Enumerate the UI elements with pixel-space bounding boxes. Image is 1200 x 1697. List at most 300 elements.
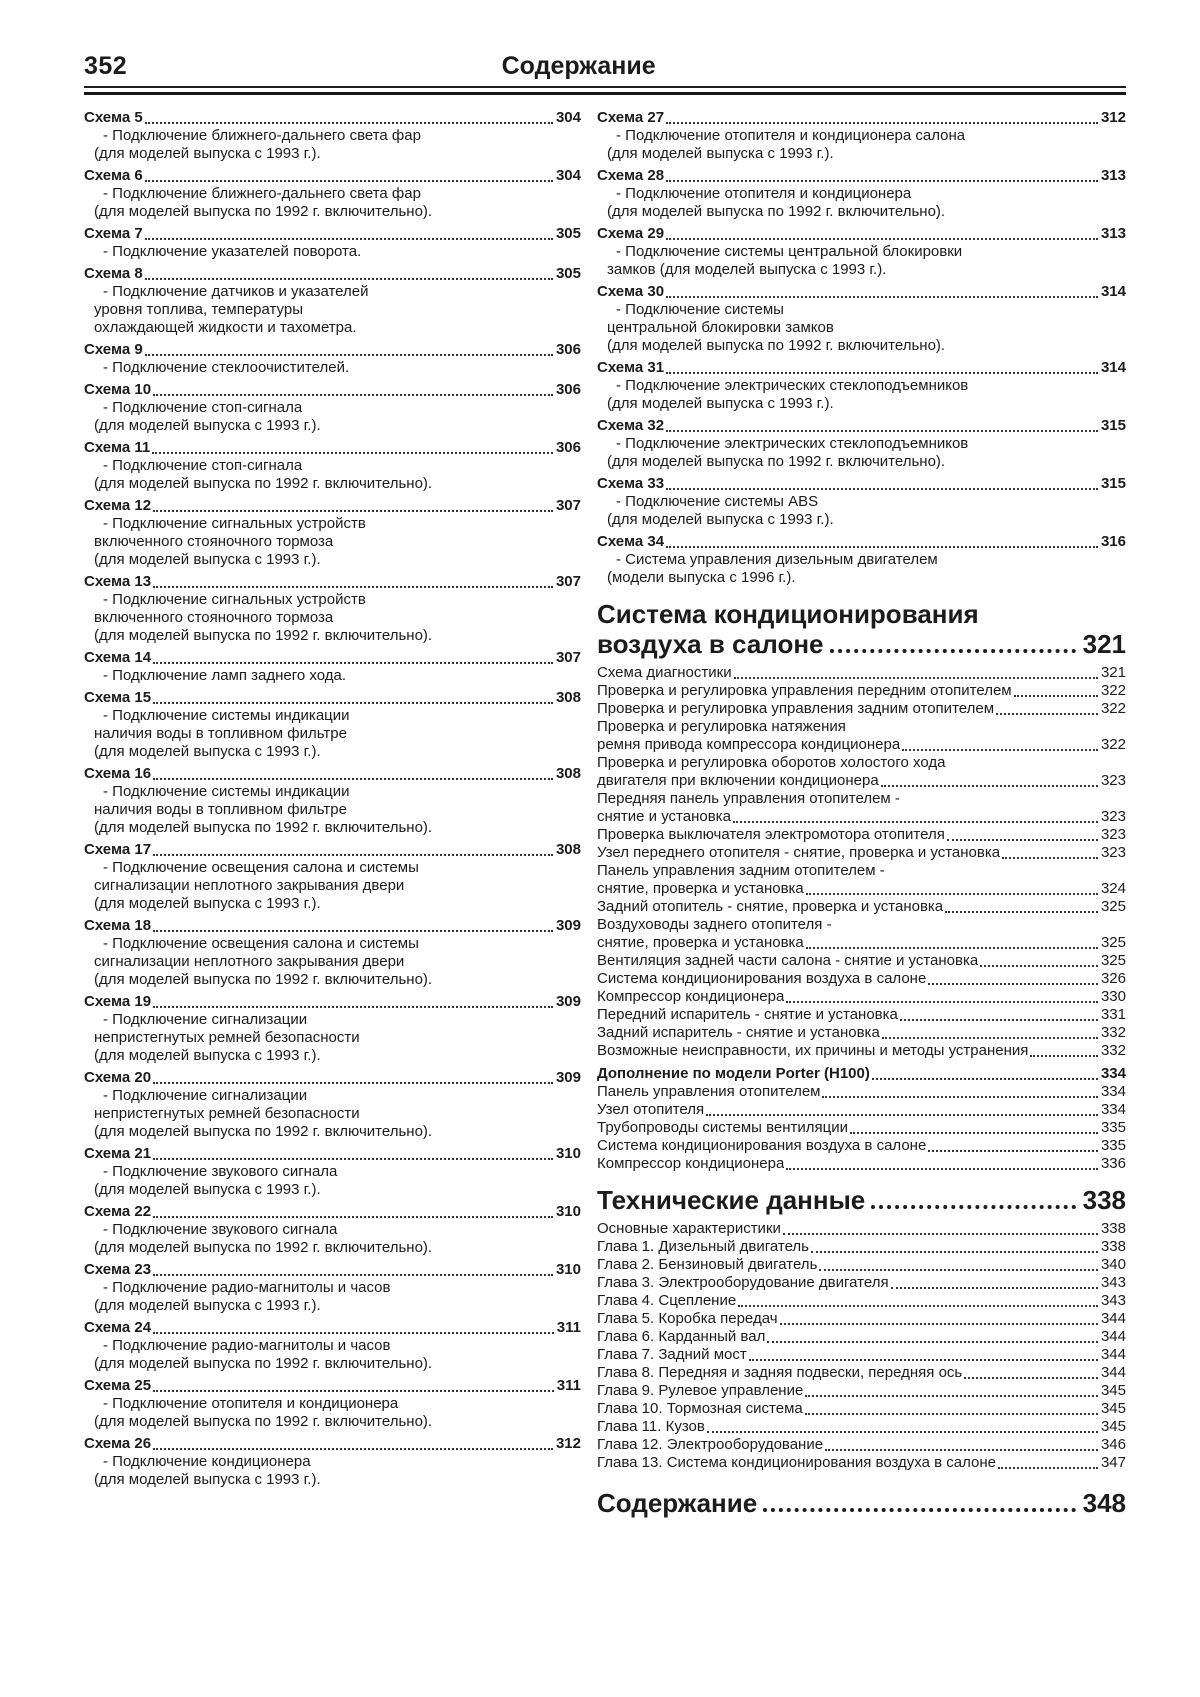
entry-page-number: 310 — [555, 1261, 581, 1278]
entry-page-number: 305 — [555, 225, 581, 242]
entry-text: Схема 13 — [84, 573, 152, 590]
toc-scheme-entry — [84, 439, 581, 493]
item-row — [597, 664, 1126, 682]
toc-item — [597, 1137, 1126, 1155]
entry-text: Схема 6 — [84, 167, 143, 184]
scheme-description-line: (для моделей выпуска по 1992 г. включительно). — [94, 971, 433, 988]
toc-scheme-entry — [84, 993, 581, 1065]
dot-leader — [153, 778, 553, 780]
toc-scheme-entry — [84, 381, 581, 435]
dot-leader — [882, 1037, 1098, 1039]
entry-page-number: 334 — [1100, 1083, 1126, 1100]
toc-item — [597, 754, 1126, 790]
dot-leader — [153, 510, 553, 512]
toc-item — [597, 898, 1126, 916]
entry-text: Схема 23 — [84, 1261, 152, 1278]
page-title: Содержание — [501, 52, 656, 80]
entry-page-number: 309 — [555, 917, 581, 934]
item-row — [597, 1292, 1126, 1310]
toc-item — [597, 718, 1126, 754]
toc-scheme-entry — [84, 573, 581, 645]
item-row — [597, 1274, 1126, 1292]
item-row — [597, 1137, 1126, 1155]
scheme-description-line: - Подключение стоп-сигнала — [103, 457, 303, 474]
toc-scheme-entry — [84, 265, 581, 337]
toc-scheme-entry — [84, 841, 581, 913]
item-row — [597, 682, 1126, 700]
scheme-description-line: - Подключение отопителя и кондиционера — [103, 1395, 399, 1412]
scheme-description-line: (для моделей выпуска по 1992 г. включительно). — [94, 819, 433, 836]
dot-leader — [145, 180, 553, 182]
item-row — [597, 826, 1126, 844]
dot-leader — [153, 854, 553, 856]
toc-scheme-entry — [84, 1145, 581, 1199]
toc-item — [597, 1042, 1126, 1060]
toc-item — [597, 1083, 1126, 1101]
scheme-title-row — [84, 649, 581, 667]
dot-leader — [145, 122, 553, 124]
entry-page-number: 321 — [1100, 664, 1126, 681]
toc-left-column — [84, 109, 581, 1523]
entry-page-number: 306 — [555, 439, 581, 456]
entry-page-number: 348 — [1082, 1488, 1126, 1518]
section-header — [597, 1488, 1126, 1518]
scheme-title-row — [84, 497, 581, 515]
entry-text: Схема 22 — [84, 1203, 152, 1220]
dot-leader — [1030, 1055, 1098, 1057]
entry-page-number: 309 — [555, 1069, 581, 1086]
entry-text: Глава 1. Дизельный двигатель — [597, 1238, 809, 1255]
scheme-description-line: - Подключение отопителя и кондиционера — [616, 185, 912, 202]
scheme-description-line: - Подключение системы индикации — [103, 783, 350, 800]
entry-text: Схема 26 — [84, 1435, 152, 1452]
entry-text: Схема 5 — [84, 109, 143, 126]
entry-text: Схема 30 — [597, 283, 665, 300]
dot-leader — [850, 1132, 1098, 1134]
entry-page-number: 335 — [1100, 1119, 1126, 1136]
scheme-title-row — [84, 841, 581, 859]
toc-item — [597, 988, 1126, 1006]
item-row — [597, 1238, 1126, 1256]
toc-item — [597, 1292, 1126, 1310]
item-row — [597, 844, 1126, 862]
entry-page-number: 312 — [1100, 109, 1126, 126]
scheme-description-line: - Подключение электрических стеклоподъемников — [616, 435, 969, 452]
toc-scheme-entry — [84, 1319, 581, 1373]
entry-text: Схема 12 — [84, 497, 152, 514]
toc-item — [597, 1418, 1126, 1436]
scheme-description-line: - Подключение системы — [616, 301, 784, 318]
toc-item — [597, 1006, 1126, 1024]
item-row — [597, 1364, 1126, 1382]
entry-page-number: 312 — [555, 1435, 581, 1452]
dot-leader — [666, 372, 1098, 374]
entry-page-number: 314 — [1100, 359, 1126, 376]
entry-text: снятие, проверка и установка — [597, 880, 804, 897]
entry-text: Схема 31 — [597, 359, 665, 376]
toc-scheme-entry — [84, 497, 581, 569]
toc-item — [597, 1155, 1126, 1173]
entry-page-number: 345 — [1100, 1418, 1126, 1435]
page-header — [84, 52, 1126, 81]
item-row — [597, 1346, 1126, 1364]
scheme-description-line: (для моделей выпуска с 1993 г.). — [94, 1471, 321, 1488]
scheme-title-row — [84, 993, 581, 1011]
item-row — [597, 1454, 1126, 1472]
scheme-title-row — [597, 225, 1126, 243]
scheme-description-line: - Система управления дизельным двигателем — [616, 551, 938, 568]
dot-leader — [811, 1251, 1098, 1253]
entry-text: Возможные неисправности, их причины и методы устранения — [597, 1042, 1029, 1059]
scheme-description-line: (для моделей выпуска по 1992 г. включительно). — [94, 203, 433, 220]
dot-leader — [902, 749, 1098, 751]
entry-text: Схема 14 — [84, 649, 152, 666]
entry-text: воздуха в салоне — [597, 629, 824, 659]
toc-item — [597, 1364, 1126, 1382]
toc-item — [597, 1101, 1126, 1119]
item-row — [597, 1220, 1126, 1238]
toc-scheme-entry — [597, 475, 1126, 529]
entry-text: Глава 3. Электрооборудование двигателя — [597, 1274, 889, 1291]
scheme-title-row — [84, 573, 581, 591]
dot-leader — [1014, 695, 1098, 697]
scheme-title-row — [84, 225, 581, 243]
dot-leader — [153, 1158, 553, 1160]
toc-scheme-entry — [84, 225, 581, 261]
entry-page-number: 325 — [1100, 898, 1126, 915]
dot-leader — [964, 1377, 1098, 1379]
scheme-description-line: - Подключение системы индикации — [103, 707, 350, 724]
dot-leader — [830, 649, 1076, 653]
entry-page-number: 315 — [1100, 417, 1126, 434]
entry-page-number: 307 — [555, 649, 581, 666]
entry-text: Схема 32 — [597, 417, 665, 434]
dot-leader — [153, 1216, 553, 1218]
entry-page-number: 307 — [555, 497, 581, 514]
entry-text: Схема 10 — [84, 381, 152, 398]
item-row — [597, 898, 1126, 916]
dot-leader — [733, 821, 1098, 823]
entry-text: Дополнение по модели Porter (H100) — [597, 1065, 870, 1082]
scheme-title-row — [84, 917, 581, 935]
scheme-description-line: уровня топлива, температуры — [94, 301, 304, 318]
item-row — [597, 1400, 1126, 1418]
entry-text: Глава 7. Задний мост — [597, 1346, 747, 1363]
entry-page-number: 346 — [1100, 1436, 1126, 1453]
entry-page-number: 321 — [1082, 629, 1126, 659]
dot-leader — [819, 1269, 1098, 1271]
toc-scheme-entry — [84, 1261, 581, 1315]
scheme-description-line: (для моделей выпуска с 1993 г.). — [607, 395, 834, 412]
toc-item — [597, 952, 1126, 970]
item-row — [597, 1083, 1126, 1101]
entry-page-number: 344 — [1100, 1346, 1126, 1363]
scheme-description-line: (для моделей выпуска с 1993 г.). — [94, 1297, 321, 1314]
entry-page-number: 334 — [1100, 1065, 1126, 1082]
scheme-description-line: сигнализации неплотного закрывания двери — [94, 877, 405, 894]
dot-leader — [666, 180, 1098, 182]
toc-item — [597, 1436, 1126, 1454]
entry-page-number: 306 — [555, 341, 581, 358]
dot-leader — [666, 122, 1098, 124]
scheme-description-line: - Подключение стеклоочистителей. — [103, 359, 350, 376]
scheme-description-line: - Подключение звукового сигнала — [103, 1221, 338, 1238]
entry-page-number: 335 — [1100, 1137, 1126, 1154]
entry-text: Схема 7 — [84, 225, 143, 242]
entry-page-number: 308 — [555, 689, 581, 706]
entry-text: Панель управления отопителем — [597, 1083, 821, 1100]
item-row — [597, 880, 1126, 898]
toc-item — [597, 1119, 1126, 1137]
toc-item — [597, 1454, 1126, 1472]
entry-text: Узел переднего отопителя - снятие, проверка и установка — [597, 844, 1001, 861]
scheme-description-line: замков (для моделей выпуска с 1993 г.). — [607, 261, 887, 278]
entry-page-number: 325 — [1100, 934, 1126, 951]
scheme-title-row — [84, 1377, 581, 1395]
scheme-description-line: сигнализации неплотного закрывания двери — [94, 953, 405, 970]
dot-leader — [145, 278, 553, 280]
toc-item — [597, 862, 1126, 898]
entry-text: Технические данные — [597, 1185, 866, 1215]
dot-leader — [153, 662, 553, 664]
dot-leader — [947, 839, 1098, 841]
entry-page-number: 332 — [1100, 1042, 1126, 1059]
entry-text: Схема 21 — [84, 1145, 152, 1162]
entry-text: Глава 6. Карданный вал — [597, 1328, 766, 1345]
item-row — [597, 1328, 1126, 1346]
scheme-description-line: (для моделей выпуска с 1993 г.). — [94, 743, 321, 760]
dot-leader — [153, 394, 553, 396]
dot-leader — [763, 1508, 1075, 1512]
toc-item — [597, 1065, 1126, 1083]
entry-page-number: 344 — [1100, 1328, 1126, 1345]
item-row — [597, 1065, 1126, 1083]
entry-page-number: 324 — [1100, 880, 1126, 897]
dot-leader — [780, 1323, 1098, 1325]
toc-item — [597, 1220, 1126, 1238]
entry-text: Схема 9 — [84, 341, 143, 358]
scheme-title-row — [84, 1145, 581, 1163]
section-header-row — [597, 629, 1126, 659]
toc-scheme-entry — [597, 533, 1126, 587]
toc-item — [597, 970, 1126, 988]
entry-page-number: 308 — [555, 841, 581, 858]
item-wrap-line: Панель управления задним отопителем - — [597, 862, 885, 879]
section-header-row — [597, 1488, 1126, 1518]
toc-scheme-entry — [84, 167, 581, 221]
scheme-description-line: - Подключение радио-магнитолы и часов — [103, 1279, 391, 1296]
entry-page-number: 344 — [1100, 1310, 1126, 1327]
toc-scheme-entry — [597, 283, 1126, 355]
entry-text: снятие, проверка и установка — [597, 934, 804, 951]
scheme-description-line: - Подключение освещения салона и системы — [103, 859, 419, 876]
entry-page-number: 316 — [1100, 533, 1126, 550]
dot-leader — [153, 586, 553, 588]
scheme-description-line: (для моделей выпуска по 1992 г. включительно). — [607, 337, 946, 354]
section-header-row — [597, 1185, 1126, 1215]
entry-text: Вентиляция задней части салона - снятие и установка — [597, 952, 979, 969]
dot-leader — [980, 965, 1098, 967]
entry-page-number: 344 — [1100, 1364, 1126, 1381]
entry-text: Задний испаритель - снятие и установка — [597, 1024, 880, 1041]
entry-page-number: 338 — [1100, 1238, 1126, 1255]
toc-item — [597, 700, 1126, 718]
scheme-description-line: (модели выпуска с 1996 г.). — [607, 569, 796, 586]
dot-leader — [996, 713, 1098, 715]
entry-text: Компрессор кондиционера — [597, 988, 785, 1005]
scheme-title-row — [84, 265, 581, 283]
entry-text: Схема 25 — [84, 1377, 152, 1394]
toc-item — [597, 1328, 1126, 1346]
entry-text: Схема 33 — [597, 475, 665, 492]
toc-item — [597, 826, 1126, 844]
dot-leader — [153, 1390, 554, 1392]
scheme-description-line: (для моделей выпуска с 1993 г.). — [94, 895, 321, 912]
toc-scheme-entry — [597, 417, 1126, 471]
entry-text: Компрессор кондиционера — [597, 1155, 785, 1172]
dot-leader — [1002, 857, 1098, 859]
entry-page-number: 323 — [1100, 772, 1126, 789]
entry-page-number: 343 — [1100, 1292, 1126, 1309]
toc-item — [597, 1256, 1126, 1274]
item-row — [597, 952, 1126, 970]
header-rule — [84, 86, 1126, 95]
entry-text: Трубопроводы системы вентиляции — [597, 1119, 849, 1136]
entry-text: Глава 2. Бензиновый двигатель — [597, 1256, 818, 1273]
entry-page-number: 338 — [1082, 1185, 1126, 1215]
entry-page-number: 323 — [1100, 826, 1126, 843]
entry-text: Схема 8 — [84, 265, 143, 282]
entry-page-number: 326 — [1100, 970, 1126, 987]
scheme-title-row — [84, 1203, 581, 1221]
scheme-description-line: - Подключение стоп-сигнала — [103, 399, 303, 416]
scheme-title-row — [84, 689, 581, 707]
toc-item — [597, 1238, 1126, 1256]
scheme-description-line: (для моделей выпуска с 1993 г.). — [94, 145, 321, 162]
entry-page-number: 347 — [1100, 1454, 1126, 1471]
entry-text: Схема 29 — [597, 225, 665, 242]
scheme-description-line: - Подключение ближнего-дальнего света фар — [103, 127, 421, 144]
entry-page-number: 340 — [1100, 1256, 1126, 1273]
entry-page-number: 307 — [555, 573, 581, 590]
dot-leader — [786, 1168, 1098, 1170]
toc-item — [597, 1400, 1126, 1418]
entry-page-number: 322 — [1100, 736, 1126, 753]
item-row — [597, 700, 1126, 718]
item-row — [597, 1024, 1126, 1042]
toc-item — [597, 790, 1126, 826]
page-number: 352 — [84, 52, 128, 80]
toc-item — [597, 844, 1126, 862]
toc-item — [597, 1310, 1126, 1328]
scheme-description-line: (для моделей выпуска по 1992 г. включительно). — [94, 1355, 433, 1372]
dot-leader — [153, 930, 553, 932]
toc-item — [597, 1274, 1126, 1292]
scheme-description-line: (для моделей выпуска с 1993 г.). — [607, 145, 834, 162]
entry-text: Схема 19 — [84, 993, 152, 1010]
dot-leader — [734, 677, 1098, 679]
entry-text: Глава 8. Передняя и задняя подвески, передняя ось — [597, 1364, 963, 1381]
entry-text: Глава 5. Коробка передач — [597, 1310, 778, 1327]
toc-scheme-entry — [597, 359, 1126, 413]
toc-scheme-entry — [597, 109, 1126, 163]
toc-scheme-entry — [84, 109, 581, 163]
scheme-description-line: (для моделей выпуска с 1993 г.). — [94, 551, 321, 568]
toc-scheme-entry — [84, 1069, 581, 1141]
entry-page-number: 343 — [1100, 1274, 1126, 1291]
entry-text: Узел отопителя — [597, 1101, 705, 1118]
dot-leader — [706, 1114, 1098, 1116]
entry-page-number: 313 — [1100, 167, 1126, 184]
dot-leader — [805, 1413, 1098, 1415]
toc-scheme-entry — [84, 1435, 581, 1489]
dot-leader — [152, 452, 553, 454]
dot-leader — [153, 1006, 553, 1008]
dot-leader — [666, 488, 1098, 490]
scheme-title-row — [597, 359, 1126, 377]
entry-text: Схема 15 — [84, 689, 152, 706]
dot-leader — [666, 546, 1098, 548]
scheme-description-line: - Подключение системы ABS — [616, 493, 819, 510]
scheme-title-row — [597, 167, 1126, 185]
entry-text: Схема 28 — [597, 167, 665, 184]
item-row — [597, 1310, 1126, 1328]
toc-item — [597, 1382, 1126, 1400]
scheme-description-line: наличия воды в топливном фильтре — [94, 801, 347, 818]
scheme-title-row — [84, 765, 581, 783]
entry-text: Система кондиционирования воздуха в салоне — [597, 1137, 927, 1154]
entry-page-number: 309 — [555, 993, 581, 1010]
entry-text: Схема 27 — [597, 109, 665, 126]
dot-leader — [825, 1449, 1098, 1451]
scheme-title-row — [84, 1319, 581, 1337]
toc-item — [597, 682, 1126, 700]
entry-text: Глава 13. Система кондиционирования воздуха в салоне — [597, 1454, 997, 1471]
scheme-title-row — [84, 1069, 581, 1087]
scheme-description-line: включенного стояночного тормоза — [94, 609, 334, 626]
scheme-description-line: - Подключение сигнальных устройств — [103, 591, 366, 608]
toc-scheme-entry — [84, 917, 581, 989]
scheme-description-line: (для моделей выпуска по 1992 г. включительно). — [94, 1123, 433, 1140]
toc-scheme-entry — [84, 1377, 581, 1431]
entry-page-number: 345 — [1100, 1400, 1126, 1417]
entry-text: Схема 18 — [84, 917, 152, 934]
dot-leader — [928, 983, 1098, 985]
entry-page-number: 315 — [1100, 475, 1126, 492]
item-row — [597, 1042, 1126, 1060]
dot-leader — [783, 1233, 1098, 1235]
entry-page-number: 322 — [1100, 700, 1126, 717]
entry-text: Передний испаритель - снятие и установка — [597, 1006, 898, 1023]
dot-leader — [666, 238, 1098, 240]
item-row — [597, 1436, 1126, 1454]
entry-page-number: 311 — [556, 1377, 581, 1394]
dot-leader — [749, 1359, 1098, 1361]
entry-text: Глава 4. Сцепление — [597, 1292, 737, 1309]
entry-page-number: 323 — [1100, 844, 1126, 861]
entry-page-number: 336 — [1100, 1155, 1126, 1172]
dot-leader — [786, 1001, 1098, 1003]
entry-text: Схема 20 — [84, 1069, 152, 1086]
item-row — [597, 1256, 1126, 1274]
scheme-description-line: (для моделей выпуска по 1992 г. включительно). — [94, 1413, 433, 1430]
dot-leader — [153, 1274, 553, 1276]
entry-page-number: 334 — [1100, 1101, 1126, 1118]
item-wrap-line: Проверка и регулировка натяжения — [597, 718, 846, 735]
item-row — [597, 970, 1126, 988]
scheme-title-row — [597, 109, 1126, 127]
dot-leader — [145, 238, 553, 240]
